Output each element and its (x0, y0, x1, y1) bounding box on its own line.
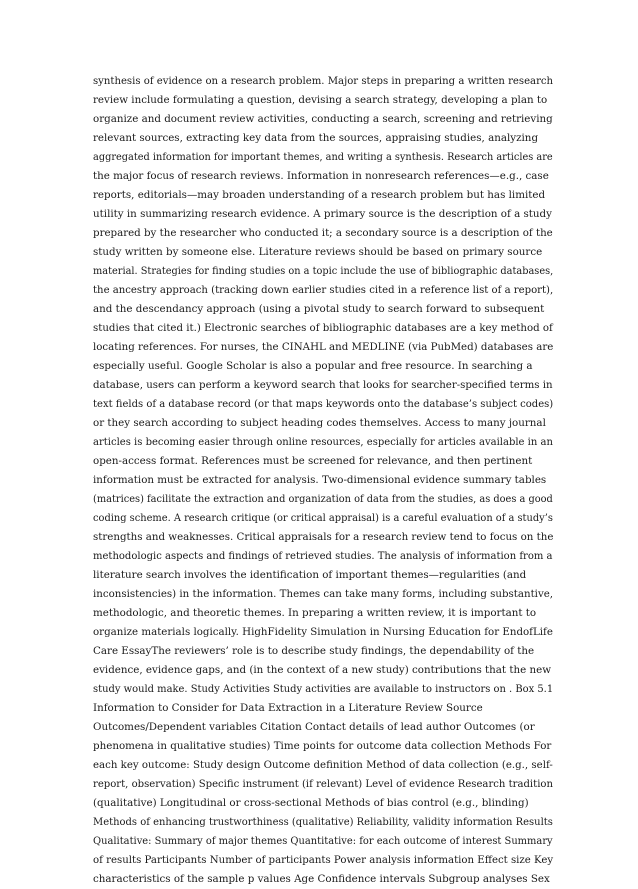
text-line: synthesis of evidence on a research problem. Major steps in preparing a written research (93, 75, 554, 87)
text-line: strengths and weaknesses. Critical appraisals for a research review tend to focus on the (93, 531, 554, 543)
text-line: database, users can perform a keyword search that looks for searcher-specified terms in (93, 379, 553, 391)
text-line: and the descendancy approach (using a pivotal study to search forward to subsequent (93, 303, 545, 315)
text-line: prepared by the researcher who conducted it; a secondary source is a description of the (93, 227, 553, 239)
text-line: (matrices) facilitate the extraction and organization of data from the studies, as does a good (93, 493, 553, 505)
text-line: aggregated information for important themes, and writing a synthesis. Research articles are (93, 151, 553, 163)
text-line: locating references. For nurses, the CINAHL and MEDLINE (via PubMed) databases are (93, 341, 554, 353)
text-line: of results Participants Number of participants Power analysis information Effect size Key (93, 854, 554, 866)
text-line: organize and document review activities, conducting a search, screening and retrieving (93, 113, 553, 125)
text-line: utility in summarizing research evidence. A primary source is the description of a study (93, 208, 552, 220)
text-line: organize materials logically. HighFidelity Simulation in Nursing Education for EndofLife (93, 626, 553, 638)
text-line: Information to Consider for Data Extraction in a Literature Review Source (93, 702, 483, 714)
text-line: methodologic aspects and findings of retrieved studies. The analysis of information from a (93, 550, 553, 562)
text-line: especially useful. Google Scholar is also a popular and free resource. In searching a (93, 360, 533, 372)
body-text (93, 72, 553, 889)
text-line: articles is becoming easier through online resources, especially for articles available in an (93, 436, 553, 448)
text-line: study written by someone else. Literature reviews should be based on primary source (93, 246, 543, 258)
text-line: relevant sources, extracting key data from the sources, appraising studies, analyzing (93, 132, 539, 144)
text-line: characteristics of the sample p values Age Confidence intervals Subgroup analyses Sex (93, 873, 550, 885)
text-line: studies that cited it.) Electronic searches of bibliographic databases are a key method of (93, 322, 553, 334)
text-line: review include formulating a question, devising a search strategy, developing a plan to (93, 94, 548, 106)
text-line: literature search involves the identification of important themes—regularities (and (93, 569, 527, 581)
text-line: phenomena in qualitative studies) Time points for outcome data collection Methods For (93, 740, 552, 752)
text-line: methodologic, and theoretic themes. In preparing a written review, it is important to (93, 607, 537, 619)
text-line: or they search according to subject heading codes themselves. Access to many journal (93, 417, 546, 429)
text-line: information must be extracted for analysis. Two-dimensional evidence summary tables (93, 474, 547, 486)
text-line: open-access format. References must be screened for relevance, and then pertinent (93, 455, 533, 467)
text-line: the ancestry approach (tracking down earlier studies cited in a reference list of a report), (93, 284, 554, 296)
text-line: coding scheme. A research critique (or critical appraisal) is a careful evaluation of a study’s (93, 512, 553, 524)
text-line: (qualitative) Longitudinal or cross-sectional Methods of bias control (e.g., blinding) (93, 797, 529, 809)
text-line: report, observation) Specific instrument (if relevant) Level of evidence Research tradition (93, 778, 553, 790)
text-line: Qualitative: Summary of major themes Quantitative: for each outcome of interest Summary (93, 835, 553, 847)
text-line: Care EssayThe reviewers’ role is to describe study findings, the dependability of the (93, 645, 535, 657)
text-line: material. Strategies for finding studies on a topic include the use of bibliographic databases, (93, 265, 554, 277)
text-line: Outcomes/Dependent variables Citation Contact details of lead author Outcomes (or (93, 721, 535, 733)
text-line: evidence, evidence gaps, and (in the context of a new study) contributions that the new (93, 664, 552, 676)
text-line: reports, editorials—may broaden understanding of a research problem but has limited (93, 189, 546, 201)
text-line: each key outcome: Study design Outcome definition Method of data collection (e.g., self- (93, 759, 553, 771)
text-line: Methods of enhancing trustworthiness (qualitative) Reliability, validity information Results (93, 816, 553, 828)
text-line: study would make. Study Activities Study activities are available to instructors on . Box 5.1 (93, 683, 554, 695)
text-line: text fields of a database record (or that maps keywords onto the database’s subject codes) (93, 398, 554, 410)
text-line: the major focus of research reviews. Information in nonresearch references—e.g., case (93, 170, 549, 182)
text-line: inconsistencies) in the information. Themes can take many forms, including substantive, (93, 588, 554, 600)
